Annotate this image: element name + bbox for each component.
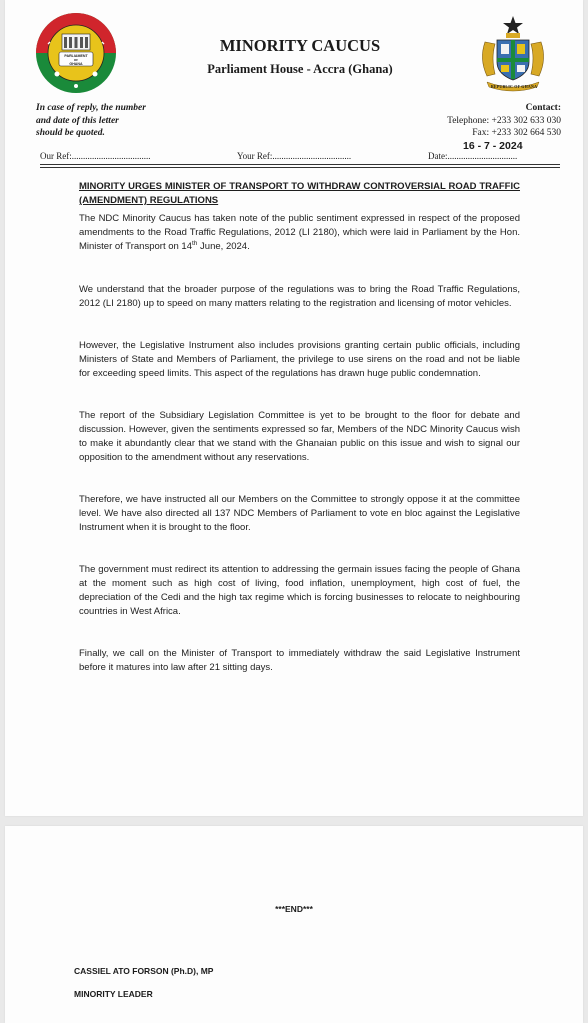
paragraph-1: The NDC Minority Caucus has taken note of the public sentiment expressed in respect of the proposed amendments to the Road Traffic Regulations, 2012 (LI 2180), which were laid in Parliament by the Hon. Minister of Transport on 14th June, 2024. [79,213,520,252]
header-divider [40,164,560,165]
parliament-seal-logo [35,12,117,94]
svg-text:PARLIAMENT: PARLIAMENT [64,54,88,58]
contact-block [447,102,561,140]
reply-instruction-line: should be quoted. [36,128,105,138]
telephone-number: Telephone: +233 302 633 030 [447,115,561,126]
date-field: Date:............................... [428,151,518,161]
letter-headline: MINORITY URGES MINISTER OF TRANSPORT TO WITHDRAW CONTROVERSIAL ROAD TRAFFIC (AMENDMENT) REGULATIONS [79,181,520,206]
reply-instruction-line: In case of reply, the number [36,103,146,113]
svg-text:GHANA: GHANA [69,62,83,66]
coat-of-arms-logo [473,14,553,94]
letterhead-subtitle: Parliament House - Accra (Ghana) [207,62,393,76]
letterhead-title: MINORITY CAUCUS [219,36,381,55]
end-mark: ***END*** [275,904,313,914]
header-divider [40,167,560,168]
signer-name: CASSIEL ATO FORSON (Ph.D), MP [74,966,214,976]
reply-instruction [36,102,236,140]
paragraph-5: Therefore, we have instructed all our Members on the Committee to strongly oppose it at the committee level. We have also directed all 137 NDC Members of Parliament to vote en bloc against the Legislative Instrument when it is brought to the floor. [79,494,520,533]
fax-number: Fax: +233 302 664 530 [472,128,561,138]
signer-title: MINORITY LEADER [74,989,153,999]
paragraph-6: The government must redirect its attention to addressing the germain issues facing the people of Ghana at the moment such as high cost of living, food inflation, unemployment, high cost of fuel, the depreciation of the Cedi and the high tax regime which is forcing businesses to relocate to neighbouring countries in West Africa. [79,564,520,617]
reply-instruction-line: and date of this letter [36,115,119,126]
paragraph-4: The report of the Subsidiary Legislation Committee is yet to be brought to the floor for debate and discussion. However, given the sentiments expressed so far, Members of the NDC Minority Caucus wish to make it abundantly clear that we stand with the Ghanaian public on this issue and wish to signal our opposition to the amendment without any reservations. [79,410,520,463]
paragraph-3: However, the Legislative Instrument also includes provisions granting certain public officials, including Ministers of State and Members of Parliament, the privilege to use sirens on the road and not be liable for exceeding speed limits. This aspect of the regulations has drawn huge public condemnation. [79,340,520,379]
paragraph-7: Finally, we call on the Minister of Transport to immediately withdraw the said Legislative Instrument before it matures into law after 21 sitting days. [79,648,520,673]
coat-of-arms-caption: REPUBLIC OF GHANA [490,84,538,89]
paragraph-2: We understand that the broader purpose of the regulations was to bring the Road Traffic Regulations, 2012 (LI 2180) up to speed on many matters relating to the registration and licensing of motor vehicles. [79,284,520,309]
your-ref: Your Ref:................................... [237,151,352,161]
letter-body [79,180,520,675]
letter-page-1 [5,0,583,816]
letter-date: 16 - 7 - 2024 [463,140,523,152]
our-ref: Our Ref:................................... [40,151,151,161]
letter-page-2 [5,826,583,1023]
contact-title: Contact: [525,103,561,113]
svg-text:OF: OF [73,58,79,62]
